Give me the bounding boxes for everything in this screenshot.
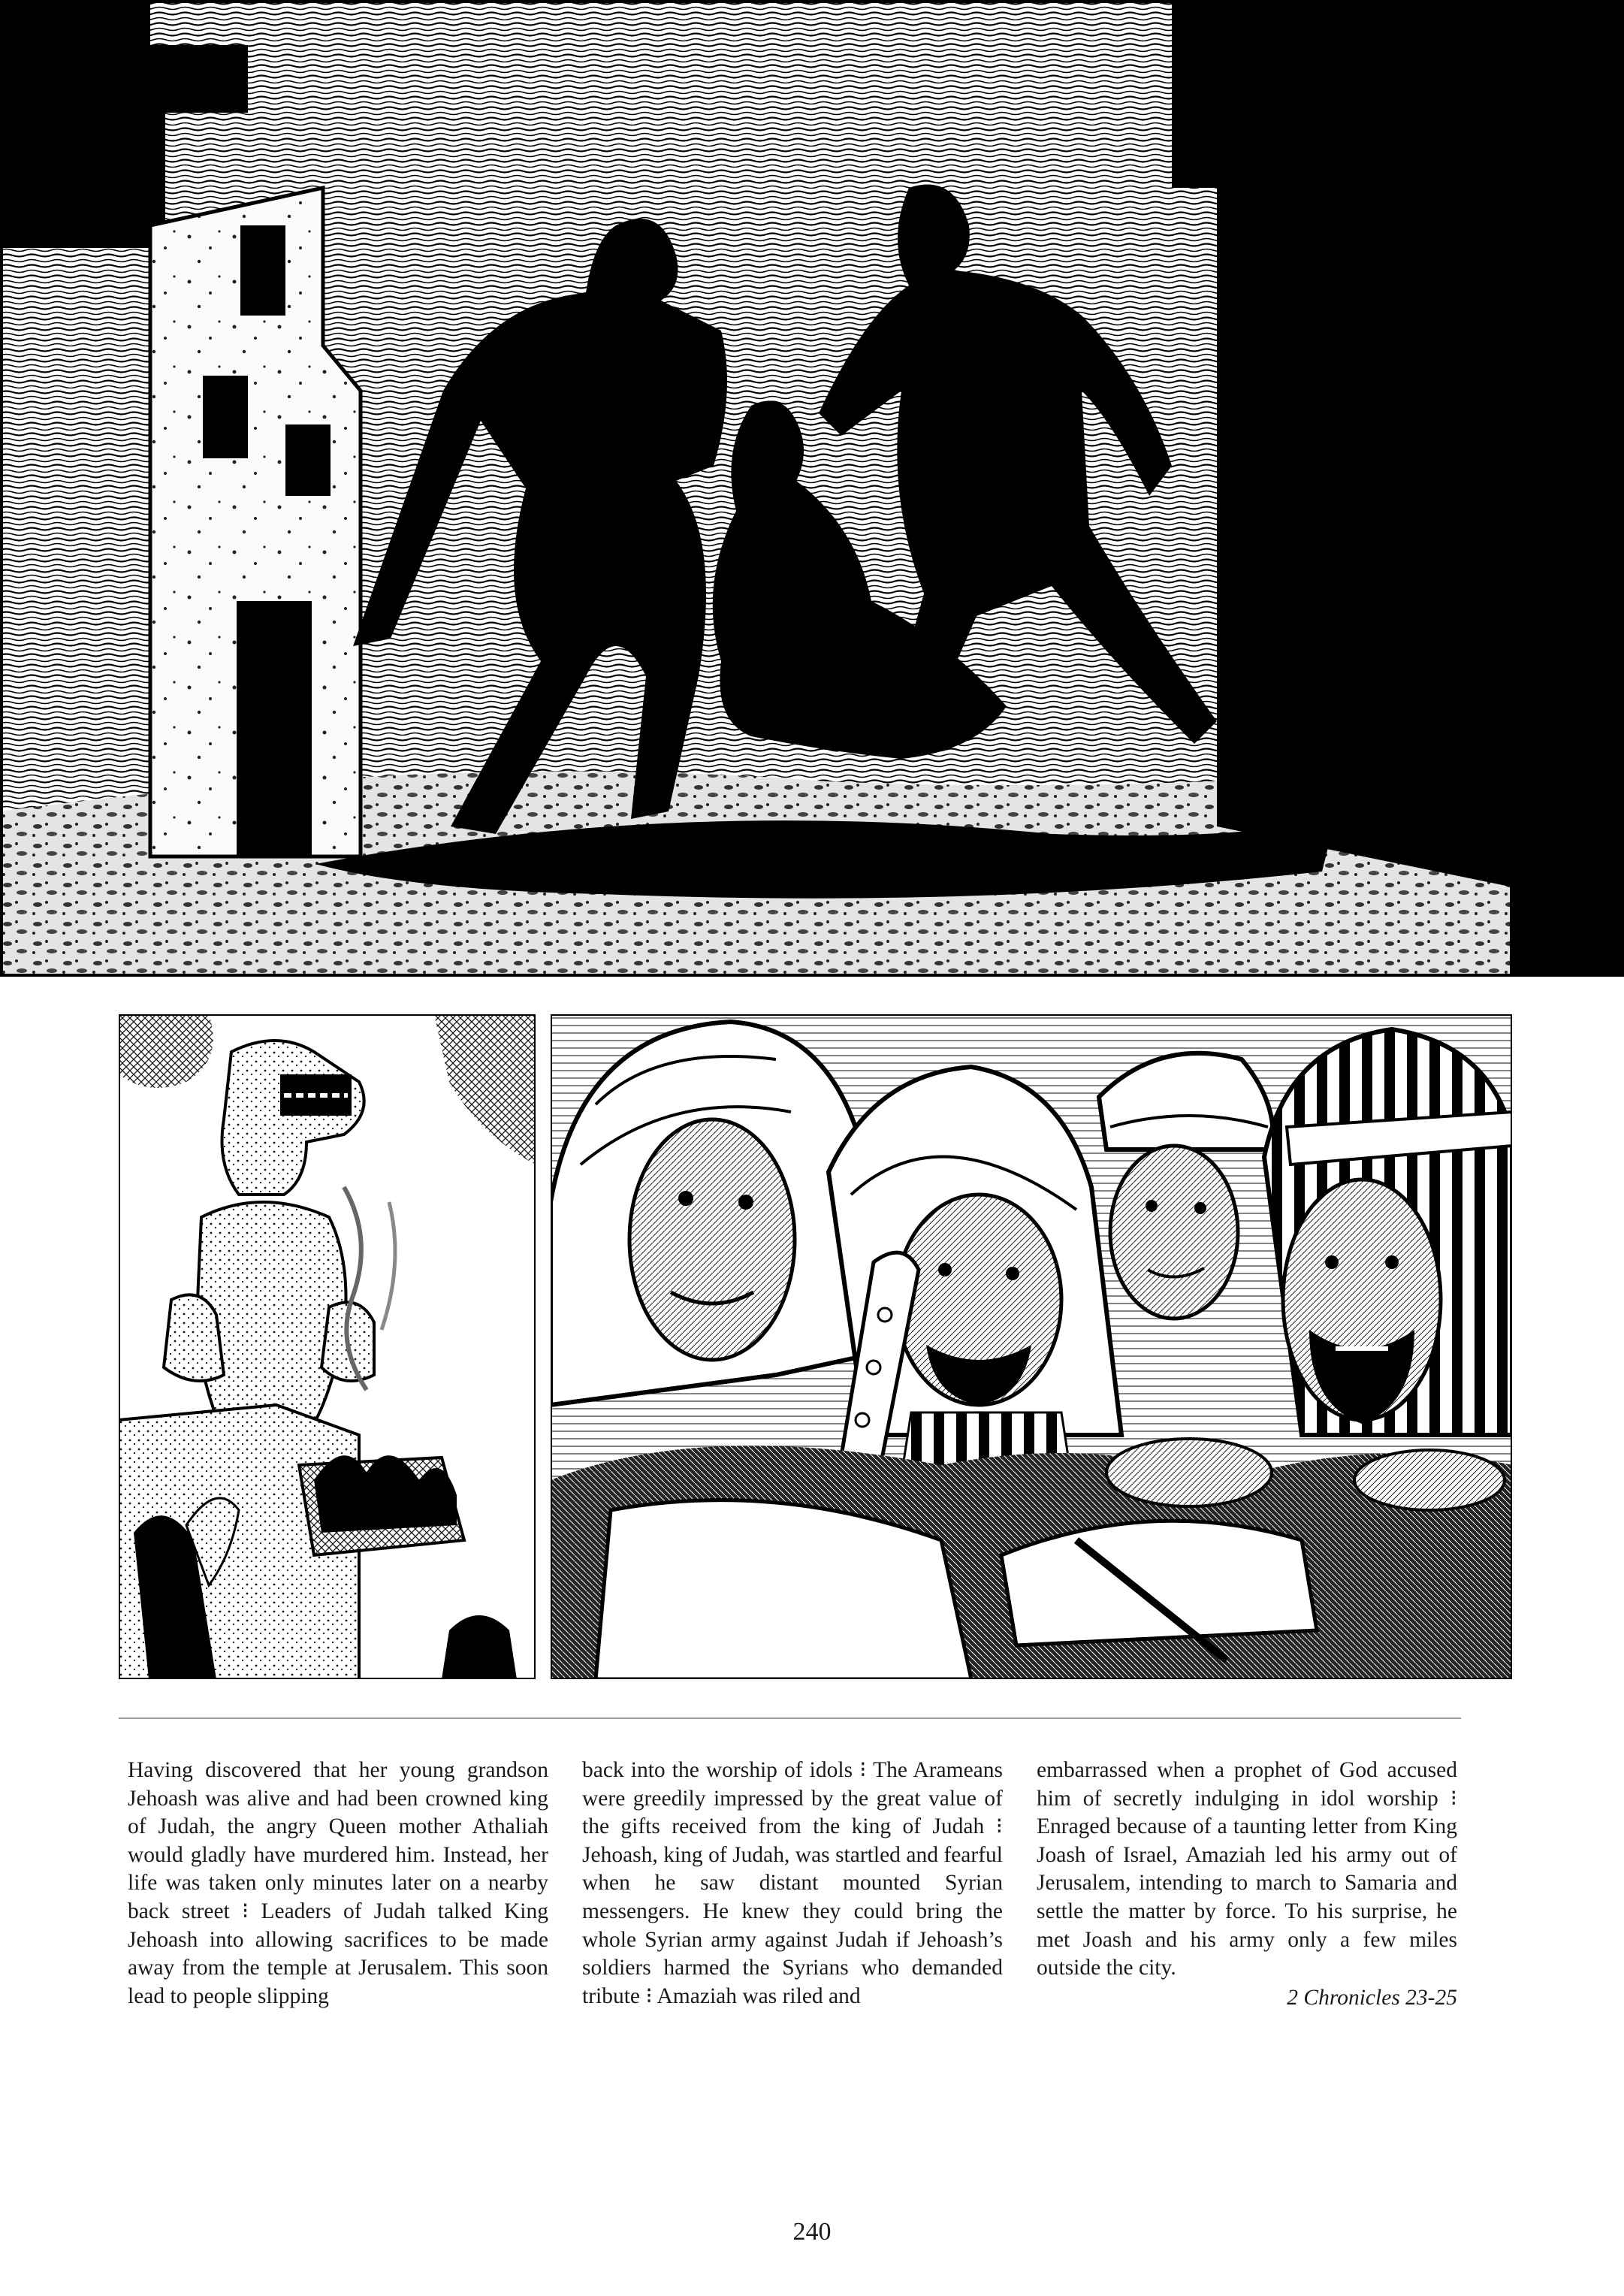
column-3-text: embarrassed when a prophet of God accused him of secretly indulging in idol worship ⁝ Enraged because of a taunting letter from King Joash of Israel, Amaziah led his army out of Jerusalem, intending to march to Samaria and settle the matter by force. To his surprise, he met Joash and his army only a few miles outside the city. <box>1037 1758 1457 1980</box>
scripture-reference: 2 Chronicles 23-25 <box>1287 1985 1457 2010</box>
arameans-gifts-illustration <box>551 1014 1512 1679</box>
top-illustration-panel <box>0 0 1624 977</box>
idol-sacrifice-illustration <box>119 1014 536 1679</box>
arameans-gifts-panel <box>551 1014 1512 1679</box>
column-2-text: back into the worship of idols ⁝ The Arameans were greedily impressed by the great value of the gifts received from the king of Judah ⁝ Jehoash, king of Judah, was startled and fearful when he saw distant mounted Syrian messengers. He knew they could bring the whole Syrian army against Judah if Jehoash’s soldiers harmed the Syrians who demanded tribute ⁝ Amaziah was riled and <box>582 1758 1003 2008</box>
text-column-3 <box>1037 1757 1457 2012</box>
street-attack-illustration <box>0 0 1624 977</box>
idol-sacrifice-panel <box>119 1014 536 1679</box>
column-1-text: Having discovered that her young grandson Jehoash was alive and had been crowned king of Judah, the angry Queen mother Athaliah would gladly have murdered him. Instead, her life was taken only minutes later on a nearby back street ⁝ Leaders of Judah talked King Jehoash into allowing sacrifices to be made away from the temple at Jerusalem. This soon lead to people slipping <box>128 1758 548 2008</box>
text-column-2 <box>582 1757 1003 2011</box>
text-column-1 <box>128 1757 548 2011</box>
page-number: 240 <box>792 2218 832 2246</box>
divider-rule <box>119 1717 1461 1719</box>
